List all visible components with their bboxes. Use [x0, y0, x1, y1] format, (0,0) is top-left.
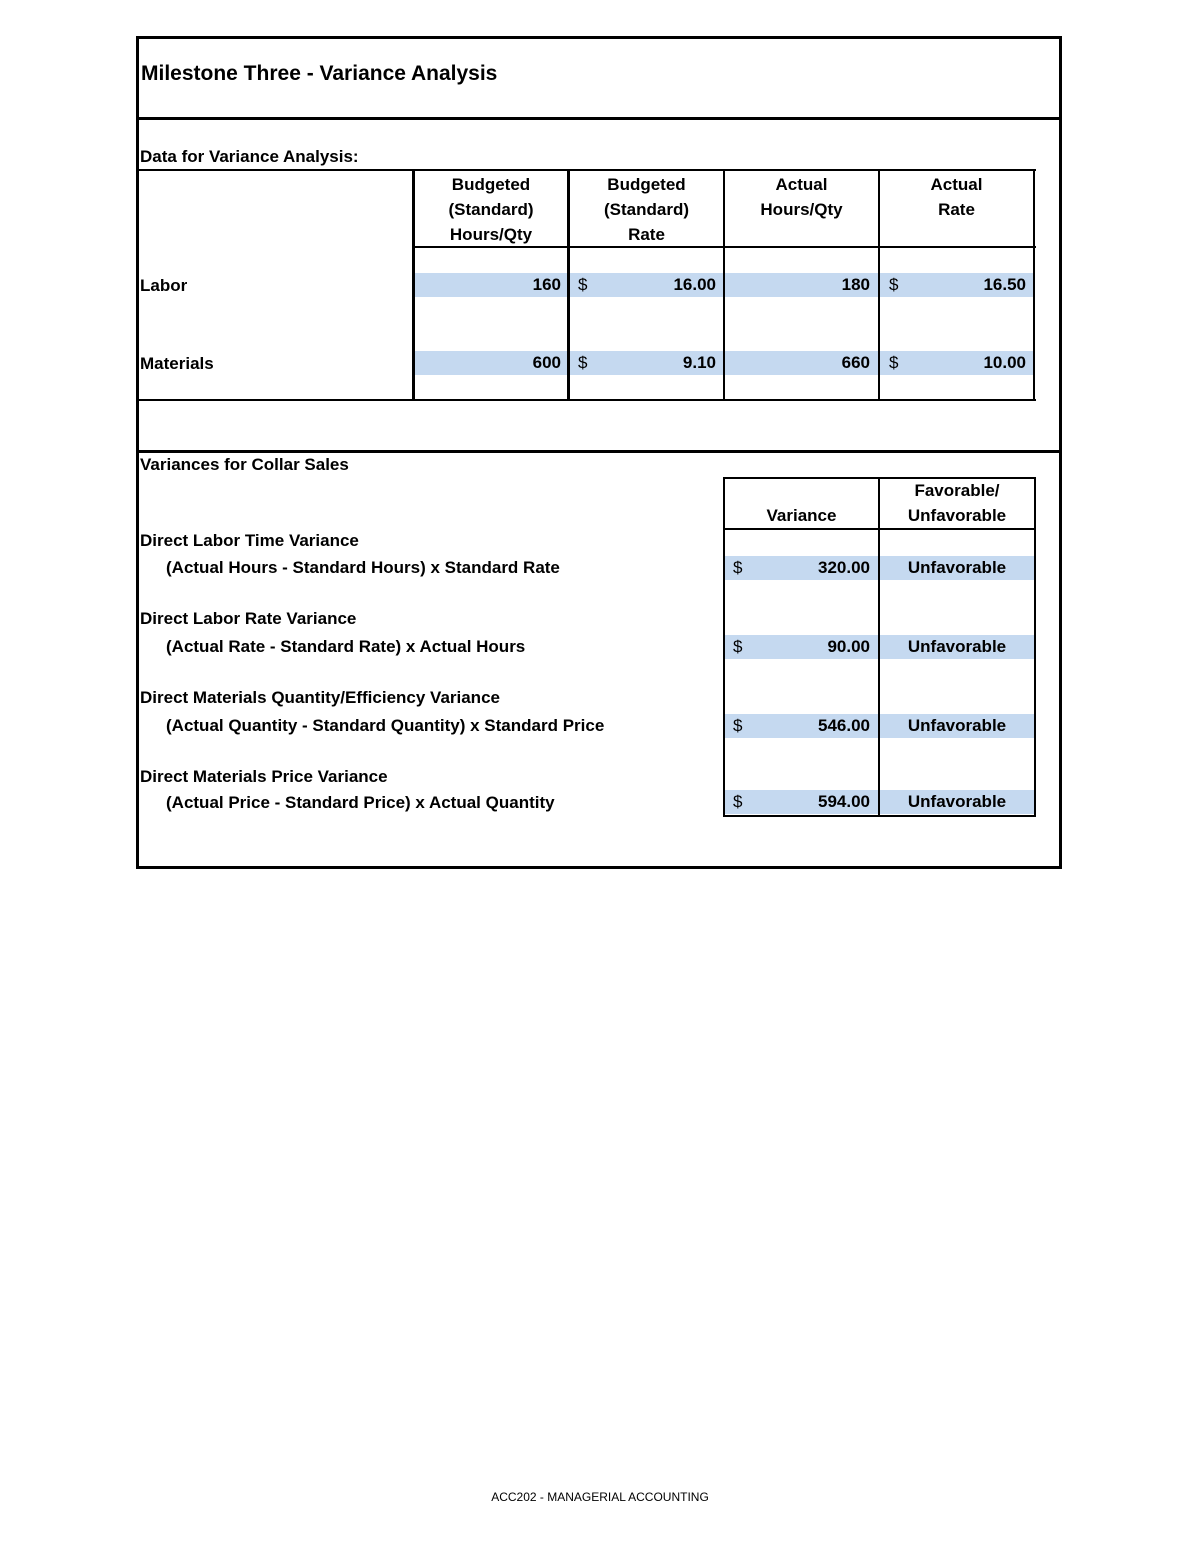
variance-value: 320.00 [818, 558, 870, 577]
materials-actual-rate: 10.00 [983, 353, 1026, 372]
title-divider [136, 117, 1062, 120]
variances-heading: Variances for Collar Sales [140, 455, 349, 474]
variance-name: Direct Materials Quantity/Efficiency Variance [140, 688, 500, 707]
variance-formula: (Actual Price - Standard Price) x Actual Quantity [166, 793, 555, 812]
variance-formula: (Actual Quantity - Standard Quantity) x Standard Price [166, 716, 605, 735]
col-header-actual-qty: Actual Hours/Qty [760, 175, 843, 219]
currency-symbol: $ [889, 353, 899, 372]
currency-symbol: $ [578, 353, 588, 372]
variance-name: Direct Labor Time Variance [140, 531, 359, 550]
currency-symbol: $ [733, 792, 743, 811]
col-header-budget-qty: Budgeted (Standard) Hours/Qty [448, 175, 534, 244]
page-footer: ACC202 - MANAGERIAL ACCOUNTING [491, 1490, 709, 1504]
col-header-variance: Variance [766, 506, 837, 525]
variance-status: Unfavorable [907, 716, 1007, 735]
page-title: Milestone Three - Variance Analysis [141, 62, 498, 85]
col-header-favorable: Favorable/ Unfavorable [907, 481, 1007, 525]
row-label-materials: Materials [140, 354, 214, 373]
labor-budget-rate: 16.00 [673, 275, 716, 294]
materials-budget-qty: 600 [532, 353, 561, 372]
materials-actual-qty: 660 [841, 353, 870, 372]
section-divider [136, 450, 1062, 453]
variance-status: Unfavorable [907, 792, 1007, 811]
materials-budget-rate: 9.10 [682, 353, 716, 372]
currency-symbol: $ [733, 558, 743, 577]
labor-actual-rate: 16.50 [983, 275, 1026, 294]
currency-symbol: $ [889, 275, 899, 294]
variance-formula: (Actual Rate - Standard Rate) x Actual Hours [166, 637, 526, 656]
variance-status: Unfavorable [907, 637, 1007, 656]
variance-value: 546.00 [818, 716, 870, 735]
col-header-budget-rate: Budgeted (Standard) Rate [604, 175, 689, 244]
variance-formula: (Actual Hours - Standard Hours) x Standard Rate [166, 558, 560, 577]
variance-value: 594.00 [818, 792, 870, 811]
currency-symbol: $ [733, 637, 743, 656]
variance-value: 90.00 [827, 637, 870, 656]
data-heading: Data for Variance Analysis: [140, 147, 359, 166]
variance-status: Unfavorable [907, 558, 1007, 577]
variance-name: Direct Materials Price Variance [140, 767, 388, 786]
labor-actual-qty: 180 [841, 275, 870, 294]
labor-budget-qty: 160 [532, 275, 561, 294]
currency-symbol: $ [733, 716, 743, 735]
currency-symbol: $ [578, 275, 588, 294]
row-label-labor: Labor [140, 276, 188, 295]
variance-name: Direct Labor Rate Variance [140, 609, 357, 628]
col-header-actual-rate: Actual Rate [930, 175, 983, 219]
